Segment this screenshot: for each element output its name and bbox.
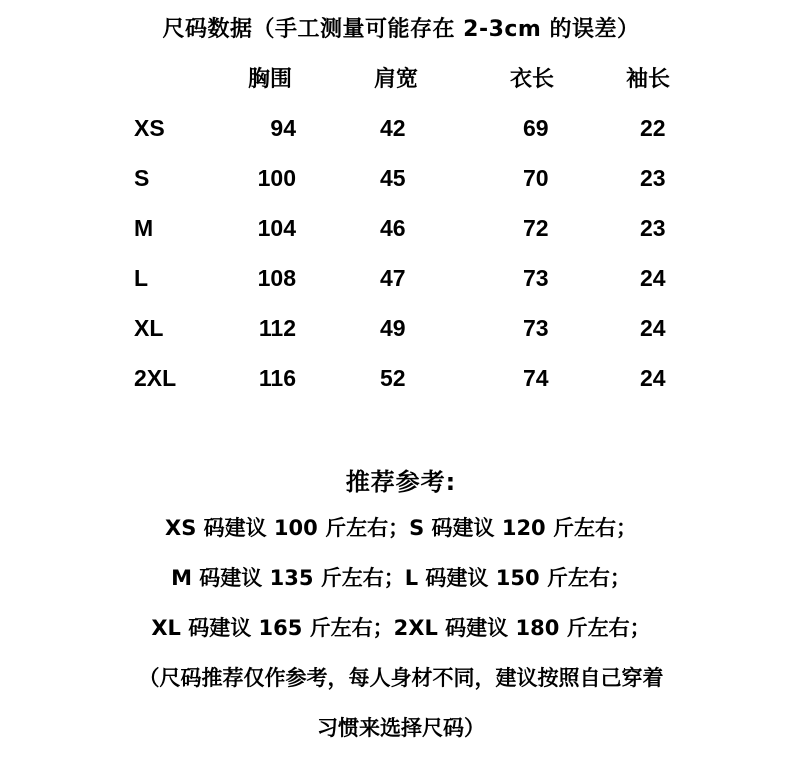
length-value: 72 (523, 215, 549, 241)
chest-value: 104 (257, 215, 296, 241)
chest-value: 108 (257, 265, 296, 291)
size-label: XS (134, 115, 165, 141)
chest-value: 116 (258, 365, 296, 391)
length-value: 70 (523, 165, 549, 191)
length-value: 73 (523, 315, 549, 341)
recommendation-line: XS 码建议 100 斤左右；S 码建议 120 斤左右； (165, 516, 637, 540)
table-row (0, 158, 802, 198)
sleeve-value: 24 (640, 315, 666, 341)
table-row (0, 358, 802, 398)
shoulder-value: 47 (380, 265, 406, 291)
sleeve-value: 23 (640, 165, 666, 191)
length-value: 69 (523, 115, 549, 141)
column-header-chest: 胸围 (248, 67, 293, 92)
recommendation-line: XL 码建议 165 斤左右；2XL 码建议 180 斤左右； (151, 616, 651, 640)
sleeve-value: 22 (640, 115, 666, 141)
sleeve-value: 23 (640, 215, 666, 241)
chest-value: 100 (257, 165, 296, 191)
size-label: L (134, 265, 149, 291)
recommendation-line: M 码建议 135 斤左右；L 码建议 150 斤左右； (171, 566, 631, 590)
size-label: M (134, 215, 154, 241)
column-header-sleeve: 袖长 (626, 67, 671, 92)
length-value: 73 (523, 265, 549, 291)
length-value: 74 (523, 365, 549, 391)
table-row (0, 208, 802, 248)
recommendation-title: 推荐参考: (345, 468, 457, 496)
table-row (0, 258, 802, 298)
sleeve-value: 24 (640, 265, 666, 291)
column-header-shoulder: 肩宽 (374, 67, 419, 92)
size-label: 2XL (134, 365, 177, 391)
shoulder-value: 45 (380, 165, 406, 191)
shoulder-value: 52 (380, 365, 406, 391)
shoulder-value: 46 (380, 215, 406, 241)
table-row (0, 108, 802, 148)
chest-value: 112 (258, 315, 296, 341)
shoulder-value: 42 (380, 115, 406, 141)
recommendation-note: 习惯来选择尺码） (317, 716, 485, 740)
sleeve-value: 24 (640, 365, 666, 391)
recommendation-note: （尺码推荐仅作参考，每人身材不同，建议按照自己穿着 (138, 666, 664, 690)
size-label: XL (134, 315, 164, 341)
table-row (0, 308, 802, 348)
shoulder-value: 49 (380, 315, 406, 341)
chest-value: 94 (270, 115, 296, 141)
page-title: 尺码数据（手工测量可能存在 2-3cm 的误差） (162, 17, 640, 42)
column-header-length: 衣长 (510, 67, 555, 92)
size-label: S (134, 165, 150, 191)
